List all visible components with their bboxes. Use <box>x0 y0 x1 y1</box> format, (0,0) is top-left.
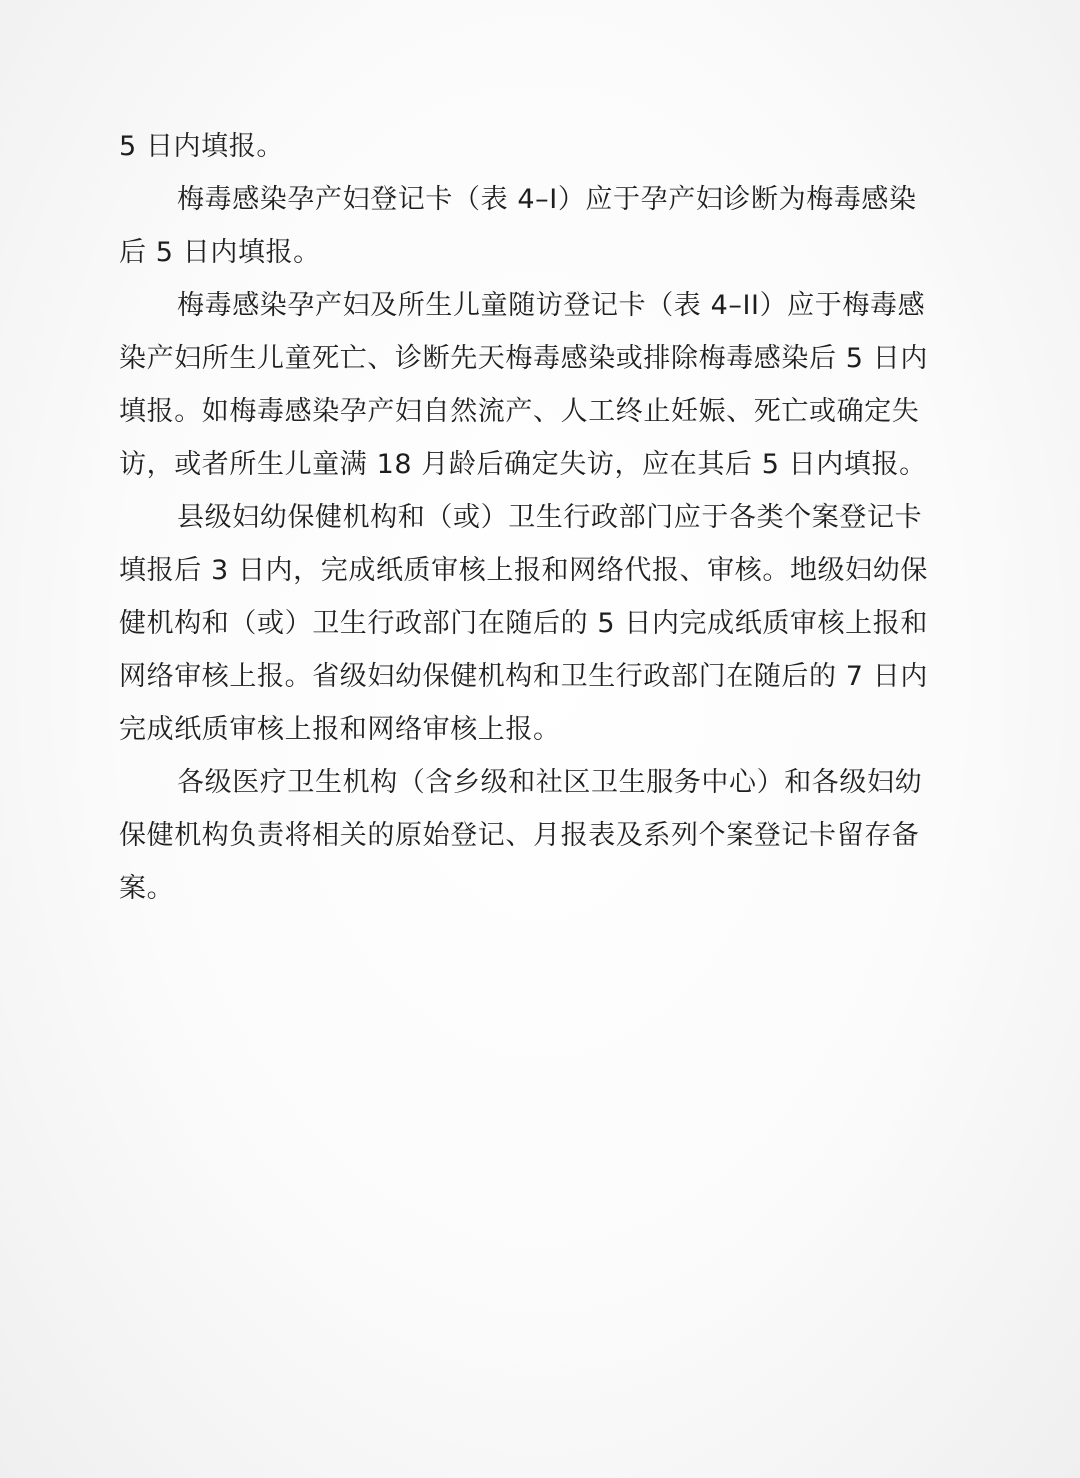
paragraph-4-line-5: 完成纸质审核上报和网络审核上报。 <box>119 714 561 745</box>
paragraph-1-line-1: 5 日内填报。 <box>119 131 284 162</box>
paragraph-4-line-2: 填报后 3 日内，完成纸质审核上报和网络代报、审核。地级妇幼保 <box>119 555 928 586</box>
paragraph-5-line-1: 各级医疗卫生机构（含乡级和社区卫生服务中心）和各级妇幼 <box>177 767 923 798</box>
document-body <box>119 120 964 915</box>
paragraph-4-line-4: 网络审核上报。省级妇幼保健机构和卫生行政部门在随后的 7 日内 <box>119 661 928 692</box>
paragraph-4-line-3: 健机构和（或）卫生行政部门在随后的 5 日内完成纸质审核上报和 <box>119 608 928 639</box>
paragraph-2-line-1: 梅毒感染孕产妇登记卡（表 4–I）应于孕产妇诊断为梅毒感染 <box>177 184 917 215</box>
paragraph-3-line-1: 梅毒感染孕产妇及所生儿童随访登记卡（表 4–II）应于梅毒感 <box>177 290 926 321</box>
paragraph-5-line-3: 案。 <box>119 873 175 904</box>
paragraph-5-line-2: 保健机构负责将相关的原始登记、月报表及系列个案登记卡留存备 <box>119 820 920 851</box>
paragraph-3-line-4: 访，或者所生儿童满 18 月龄后确定失访，应在其后 5 日内填报。 <box>119 449 927 480</box>
paragraph-4-line-1: 县级妇幼保健机构和（或）卫生行政部门应于各类个案登记卡 <box>177 502 923 533</box>
paragraph-3-line-3: 填报。如梅毒感染孕产妇自然流产、人工终止妊娠、死亡或确定失 <box>119 396 920 427</box>
paragraph-3-line-2: 染产妇所生儿童死亡、诊断先天梅毒感染或排除梅毒感染后 5 日内 <box>119 343 928 374</box>
paragraph-2-line-2: 后 5 日内填报。 <box>119 237 321 268</box>
